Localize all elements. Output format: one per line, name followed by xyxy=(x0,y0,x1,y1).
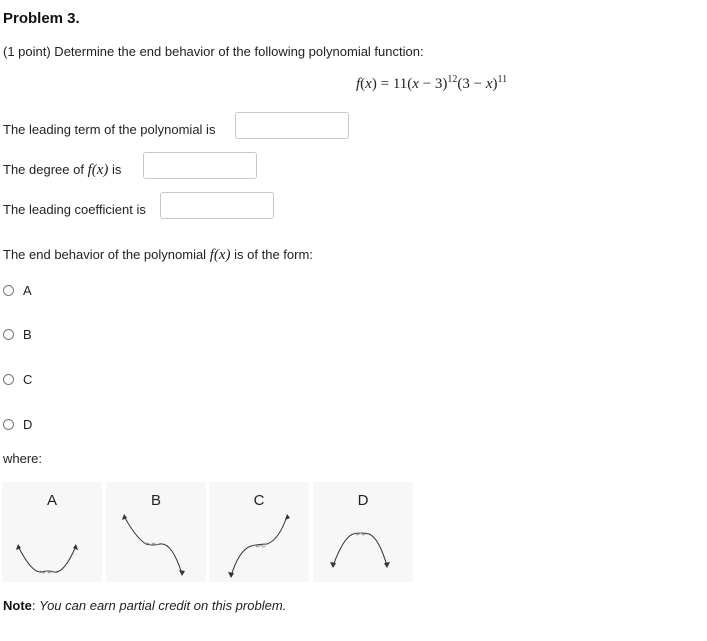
option-c[interactable] xyxy=(3,372,32,387)
graph-down-up-icon xyxy=(209,482,309,582)
leading-coefficient-label: The leading coefficient is xyxy=(3,202,146,217)
formula-f2-exp: 11 xyxy=(497,74,508,85)
graph-label-d: D xyxy=(357,492,369,509)
radio-a-icon[interactable] xyxy=(3,285,14,296)
degree-label-fn: f(x) xyxy=(87,162,109,178)
problem-intro: (1 point) Determine the end behavior of the following polynomial function: xyxy=(3,44,424,59)
graph-down-down-icon xyxy=(313,482,413,582)
problem-title: Problem 3. xyxy=(3,10,80,27)
polynomial-formula: $f(x) = 11(x - 3)^{12}(3 - x)^{11}$ xyxy=(356,74,508,92)
option-b-label: B xyxy=(23,327,32,342)
leading-term-label: The leading term of the polynomial is xyxy=(3,122,216,137)
note-label: Note xyxy=(3,598,32,613)
formula-f1-open: ( xyxy=(407,76,413,92)
formula-f1-var: x xyxy=(412,76,419,92)
formula-f2-close: ) xyxy=(492,76,498,92)
graph-up-down-icon xyxy=(106,482,206,582)
formula-f2-var: x xyxy=(485,76,493,92)
graph-label-a: A xyxy=(46,492,57,509)
graph-panel-d xyxy=(313,482,413,582)
option-a[interactable] xyxy=(3,283,32,298)
degree-label xyxy=(3,162,121,179)
note-text: You can earn partial credit on this problem. xyxy=(39,598,287,613)
formula-coef: 11 xyxy=(392,76,408,92)
formula-f1-rest: − 3) xyxy=(418,76,448,92)
end-behavior-label-post: is of the form: xyxy=(234,247,313,262)
option-c-label: C xyxy=(23,372,33,387)
graph-panel-a xyxy=(2,482,102,582)
graph-label-b: B xyxy=(150,492,161,509)
option-a-label: A xyxy=(23,283,32,298)
formula-eq: = xyxy=(380,76,390,92)
formula-f1-exp: 12 xyxy=(447,74,458,85)
note: Note: You can earn partial credit on this problem. xyxy=(3,598,287,613)
end-behavior-label-pre: The end behavior of the polynomial xyxy=(3,247,207,262)
graph-panel-b xyxy=(106,482,206,582)
degree-label-post: is xyxy=(112,162,122,177)
formula-var: x xyxy=(365,76,372,92)
formula-f2-open: (3 − xyxy=(457,76,486,92)
end-behavior-label-fn: f(x) xyxy=(209,247,231,263)
leading-coefficient-input[interactable] xyxy=(160,192,274,219)
where-label: where: xyxy=(3,451,43,466)
graph-panel-c xyxy=(209,482,309,582)
radio-c-icon[interactable] xyxy=(3,374,14,385)
leading-term-input[interactable] xyxy=(235,112,349,139)
option-b[interactable] xyxy=(3,327,32,342)
radio-b-icon[interactable] xyxy=(3,329,14,340)
degree-input[interactable] xyxy=(143,152,257,179)
formula-fn: f xyxy=(356,76,361,92)
end-behavior-label xyxy=(3,247,313,264)
graph-up-up-icon xyxy=(2,482,102,582)
option-d[interactable] xyxy=(3,417,32,432)
radio-d-icon[interactable] xyxy=(3,419,14,430)
degree-label-pre: The degree of xyxy=(3,162,84,177)
graph-label-c: C xyxy=(253,492,265,509)
option-d-label: D xyxy=(23,417,33,432)
